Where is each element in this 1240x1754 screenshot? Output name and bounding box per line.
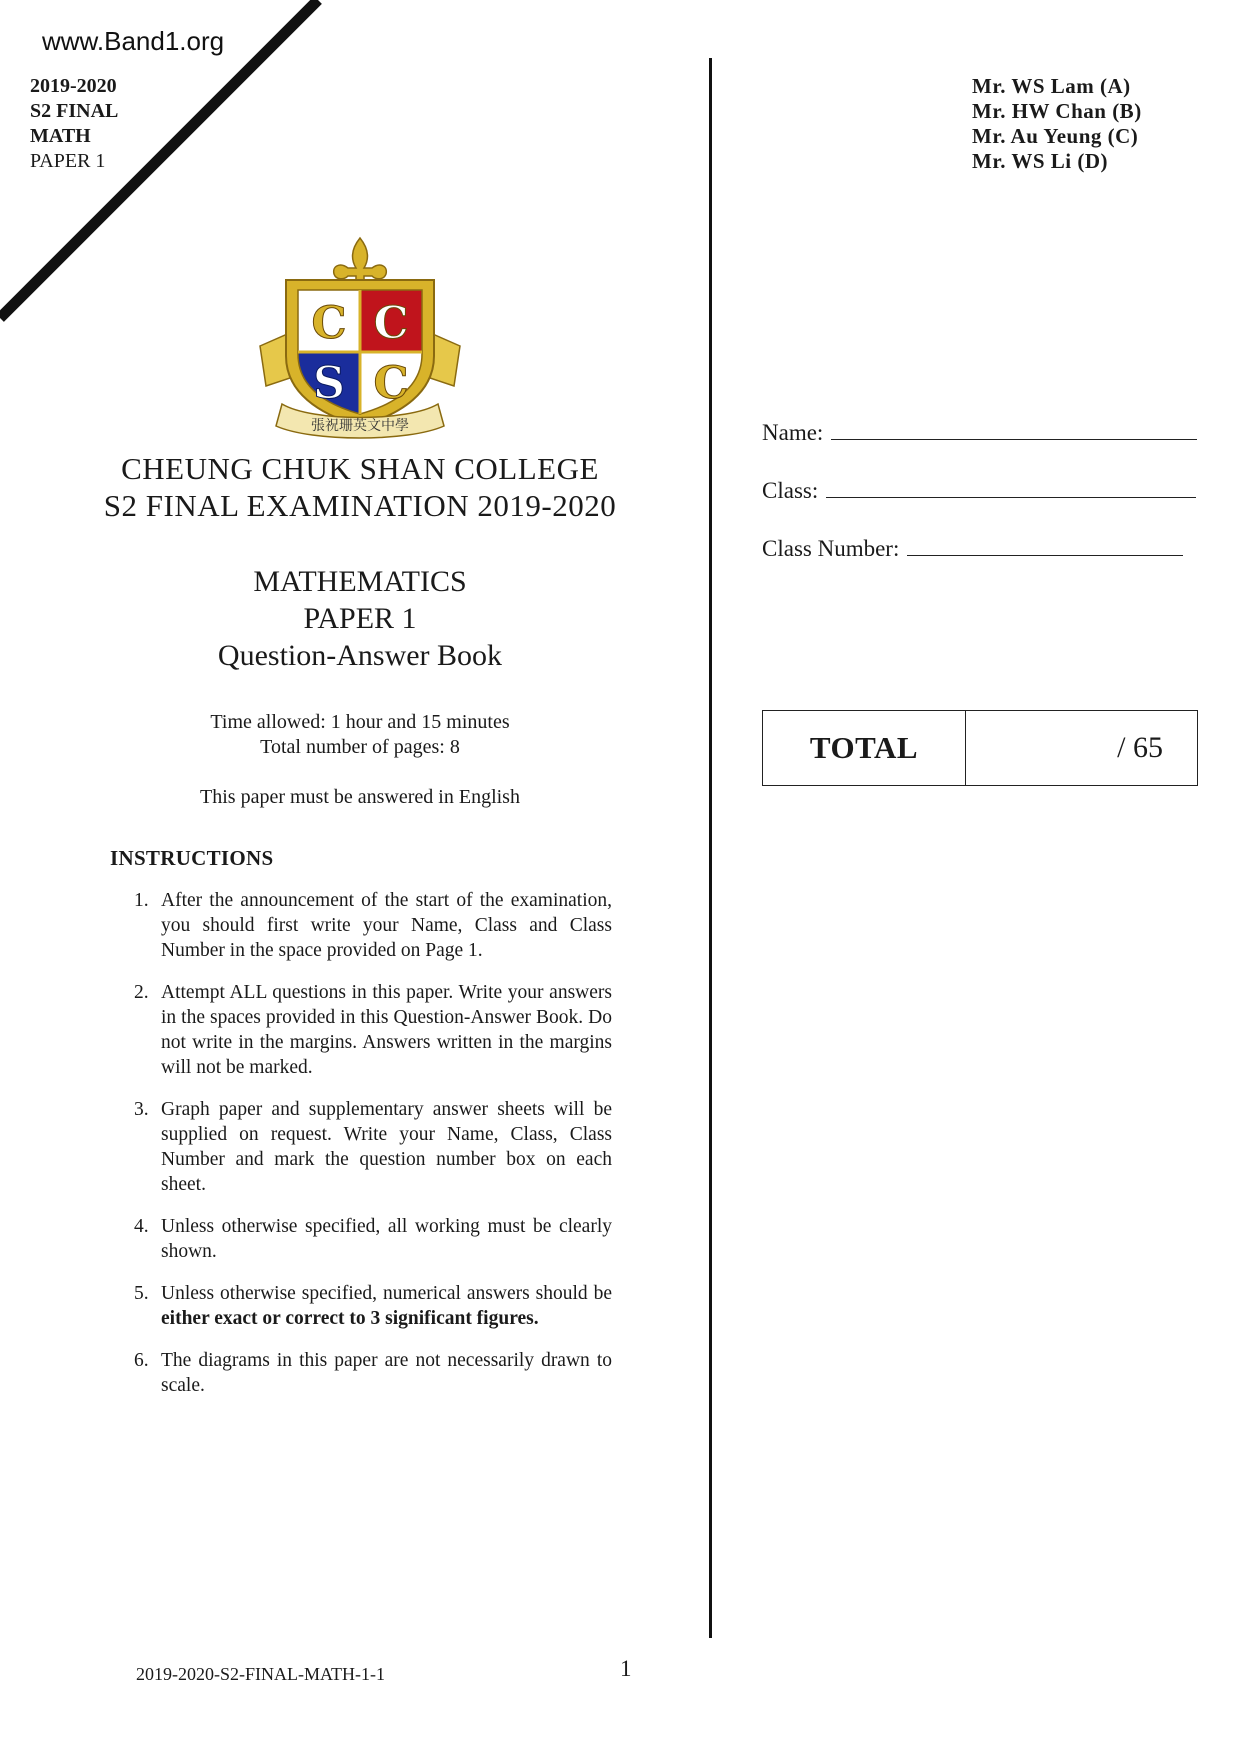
instruction-item: 5. Unless otherwise specified, numerical answers should be either exact or correct to 3 significant figures. (134, 1283, 612, 1329)
school-title (60, 450, 660, 524)
instruction-item: 1. After the announcement of the start of the examination, you should first write your Name, Class and Class Number in the space provided on Page 1. (134, 890, 612, 961)
teacher-list (972, 74, 1142, 174)
name-field[interactable] (762, 420, 1197, 446)
total-pages: Total number of pages: 8 (260, 736, 460, 758)
paper-title: PAPER 1 (303, 602, 417, 635)
instruction-item: 4. Unless otherwise specified, all working must be clearly shown. (134, 1216, 612, 1262)
class-number-label: Class Number: (762, 536, 900, 561)
teacher-item: Mr. WS Lam (A) (972, 74, 1131, 98)
class-label: Class: (762, 478, 819, 503)
teacher-item: Mr. Au Yeung (C) (972, 124, 1139, 148)
crest-letter: C (311, 298, 347, 349)
class-input-line[interactable] (826, 496, 1196, 498)
language-note: This paper must be answered in English (200, 786, 520, 808)
crest-motto: 張祝珊英文中學 (311, 418, 409, 434)
subject-title: MATHEMATICS (253, 565, 467, 598)
watermark-text: www.Band1.org (42, 26, 230, 57)
total-score-box (762, 710, 1198, 786)
class-number-field[interactable] (762, 536, 1183, 562)
header-subject: MATH (30, 125, 91, 147)
teacher-item: Mr. WS Li (D) (972, 149, 1109, 173)
crest-letter: S (313, 358, 345, 409)
instructions-list (134, 888, 612, 1415)
teacher-item: Mr. HW Chan (B) (972, 99, 1142, 123)
instruction-item: 3. Graph paper and supplementary answer sheets will be supplied on request. Write your Name, Class, Class Number and mark the question number box on each sheet. (134, 1099, 612, 1195)
exam-title: S2 FINAL EXAMINATION 2019-2020 (103, 488, 617, 523)
page-divider (709, 58, 712, 1638)
header-exam-info (30, 74, 118, 174)
class-number-input-line[interactable] (907, 554, 1183, 556)
header-year: 2019-2020 (30, 75, 117, 97)
instructions-heading: INSTRUCTIONS (110, 846, 274, 870)
crest-letter: C (373, 358, 409, 409)
book-title: Question-Answer Book (217, 639, 503, 672)
page-number: 1 (620, 1656, 632, 1681)
class-field[interactable] (762, 478, 1196, 504)
crest-letter: C (373, 298, 409, 349)
total-score[interactable]: / 65 (1117, 731, 1163, 764)
header-exam: S2 FINAL (30, 100, 119, 122)
school-crest-icon (252, 236, 468, 440)
footer-code: 2019-2020-S2-FINAL-MATH-1-1 (136, 1664, 385, 1684)
time-allowed: Time allowed: 1 hour and 15 minutes (210, 711, 510, 733)
name-label: Name: (762, 420, 824, 445)
instruction-item: 6. The diagrams in this paper are not necessarily drawn to scale. (134, 1350, 612, 1396)
header-paper: PAPER 1 (30, 150, 106, 172)
instruction-item: 2. Attempt ALL questions in this paper. Write your answers in the spaces provided in this Question-Answer Book. Do not write in the margins. Answers written in the margins will not be marked. (134, 982, 612, 1078)
total-label: TOTAL (763, 711, 966, 785)
name-input-line[interactable] (831, 438, 1197, 440)
school-name: CHEUNG CHUK SHAN COLLEGE (121, 451, 599, 486)
